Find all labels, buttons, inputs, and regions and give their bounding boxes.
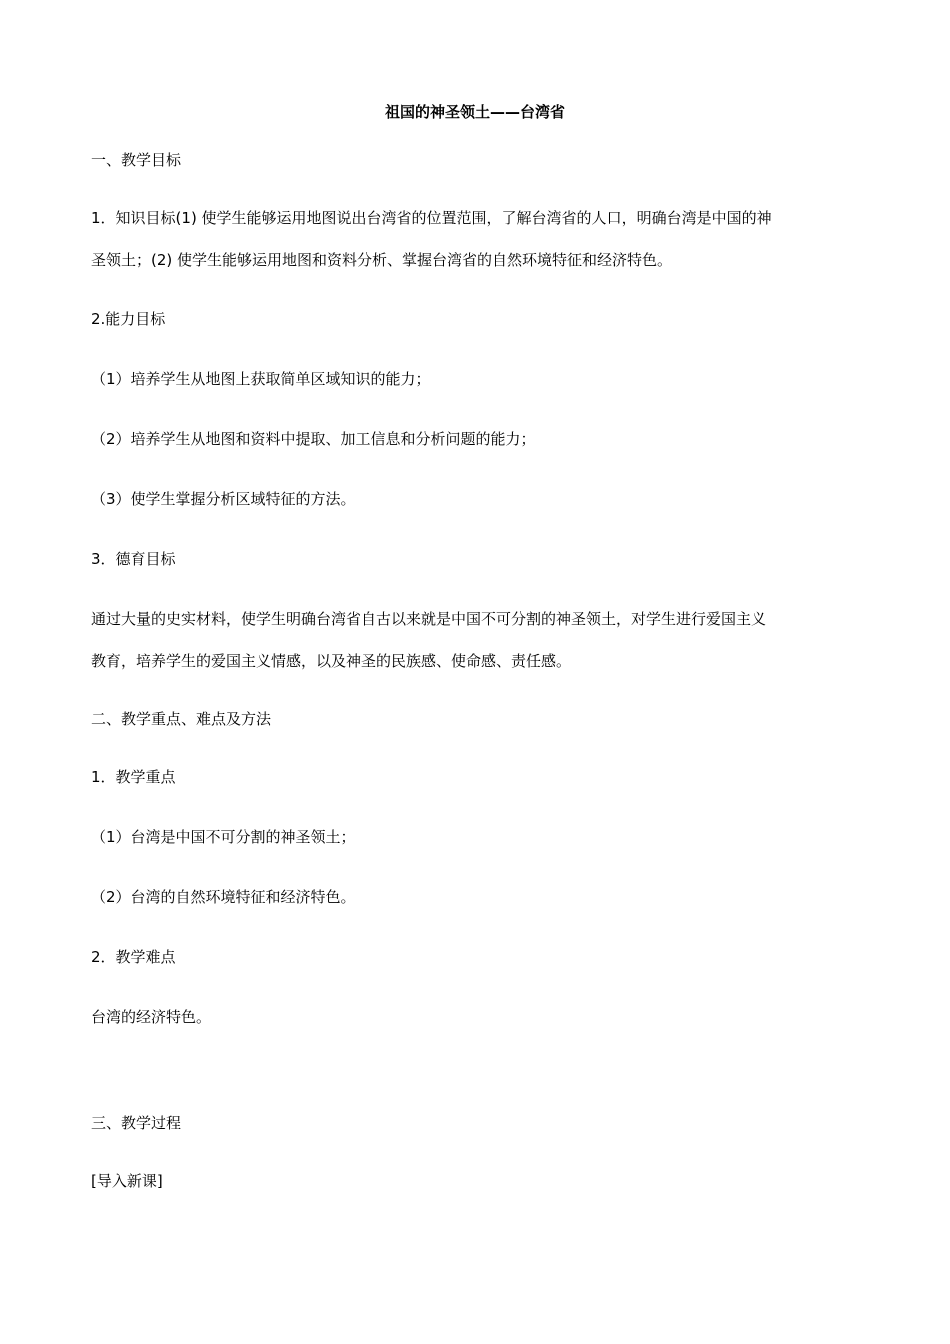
paragraph-knowledge-objective-line2: 圣领土；(2) 使学生能够运用地图和资料分析、掌握台湾省的自然环境特征和经济特色。 (91, 251, 673, 269)
list-item-ability-2: （2）培养学生从地图和资料中提取、加工信息和分析问题的能力； (91, 430, 536, 448)
list-item-ability-1: （1）培养学生从地图上获取简单区域知识的能力； (91, 370, 431, 388)
document-title: 祖国的神圣领土——台湾省 (384, 103, 565, 121)
subheading-ability-objective: 2.能力目标 (91, 310, 166, 328)
paragraph-knowledge-objective-line1: 1．知识目标(1) 使学生能够运用地图说出台湾省的位置范围，了解台湾省的人口，明确台湾是中国的神 (91, 209, 772, 227)
paragraph-difficulty: 台湾的经济特色。 (91, 1008, 212, 1026)
section-heading-objectives: 一、教学目标 (91, 151, 182, 169)
subheading-teaching-focus: 1．教学重点 (91, 768, 176, 786)
section-heading-key-points: 二、教学重点、难点及方法 (91, 710, 272, 728)
subheading-teaching-difficulty: 2．教学难点 (91, 948, 176, 966)
list-item-ability-3: （3）使学生掌握分析区域特征的方法。 (91, 490, 356, 508)
list-item-focus-1: （1）台湾是中国不可分割的神圣领土； (91, 828, 356, 846)
section-heading-process: 三、教学过程 (91, 1114, 182, 1132)
paragraph-moral-objective-line2: 教育，培养学生的爱国主义情感，以及神圣的民族感、使命感、责任感。 (91, 652, 572, 670)
subheading-moral-objective: 3．德育目标 (91, 550, 176, 568)
paragraph-moral-objective-line1: 通过大量的史实材料，使学生明确台湾省自古以来就是中国不可分割的神圣领土，对学生进行爱国主义 (91, 610, 767, 628)
list-item-focus-2: （2）台湾的自然环境特征和经济特色。 (91, 888, 356, 906)
subheading-introduction: [导入新课] (91, 1172, 163, 1190)
